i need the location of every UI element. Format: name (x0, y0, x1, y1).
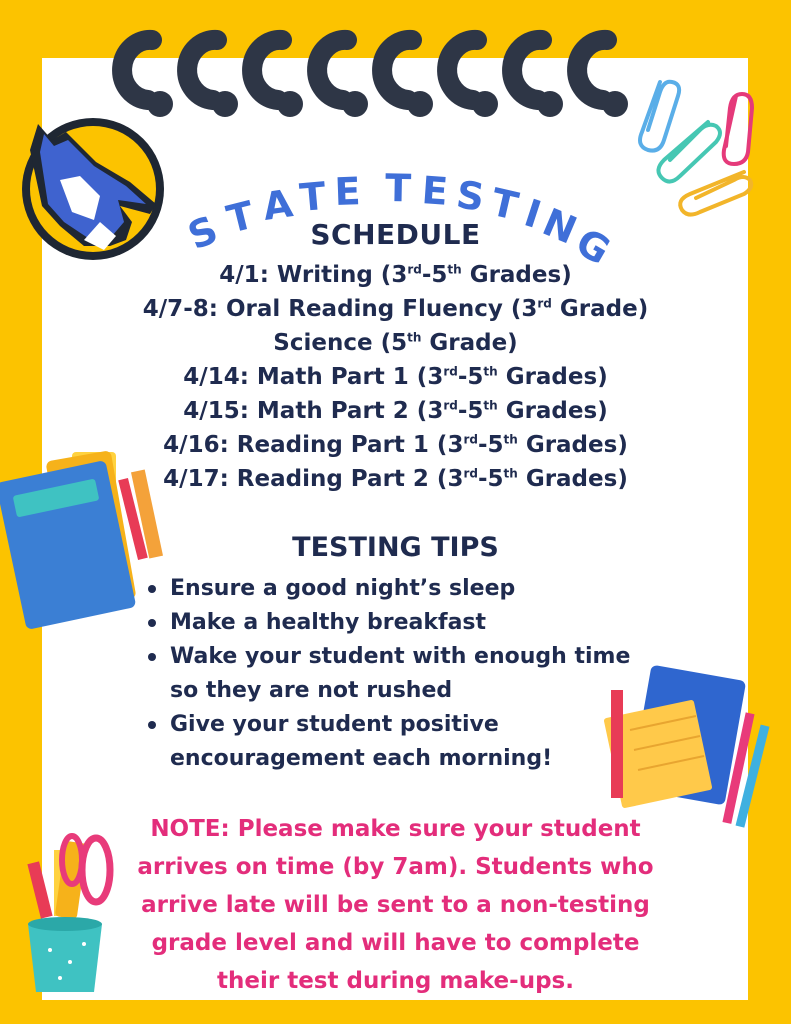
tip-item: Make a healthy breakfast (170, 606, 650, 640)
title-letter: I (519, 190, 547, 237)
pencil-cup-icon (27, 836, 110, 992)
arrival-note: NOTE: Please make sure your student arrives on time (by 7am). Students who arrive late will be sent to a non-testing grade level and will have to complete their test during make-ups. (137, 816, 654, 994)
paperclips-icon (640, 82, 752, 215)
tip-item: Wake your student with enough time so they are not rushed (170, 640, 650, 708)
tips-list (170, 572, 650, 776)
title-letter: N (536, 199, 583, 253)
schedule-item: 4/14: Math Part 1 (3rd-5th Grades) (183, 364, 608, 390)
schedule-item: Science (5th Grade) (273, 330, 518, 356)
title-letter: T (222, 192, 259, 242)
schedule-item: 4/15: Math Part 2 (3rd-5th Grades) (183, 398, 608, 424)
schedule-list (110, 258, 681, 496)
title-letter: T (297, 173, 328, 220)
title-letter: S (453, 172, 487, 220)
schedule-heading: SCHEDULE (310, 218, 481, 251)
schedule-item: 4/7-8: Oral Reading Fluency (3rd Grade) (142, 296, 649, 322)
title-letter: A (260, 181, 296, 229)
schedule-item: 4/17: Reading Part 2 (3rd-5th Grades) (163, 466, 628, 492)
title-letter: E (333, 169, 362, 214)
tip-item: Ensure a good night’s sleep (170, 572, 650, 606)
tip-item: Give your student positive encouragement each morning! (170, 708, 650, 776)
title-letter: G (568, 219, 618, 274)
tips-heading: TESTING TIPS (292, 532, 499, 563)
schedule-item: 4/16: Reading Part 1 (3rd-5th Grades) (163, 432, 628, 458)
schedule-item: 4/1: Writing (3rd-5th Grades) (219, 262, 572, 288)
title-letter: T (384, 166, 412, 211)
title-letter: T (486, 179, 523, 229)
title-letter: E (420, 168, 450, 214)
title-letter: S (181, 207, 224, 259)
